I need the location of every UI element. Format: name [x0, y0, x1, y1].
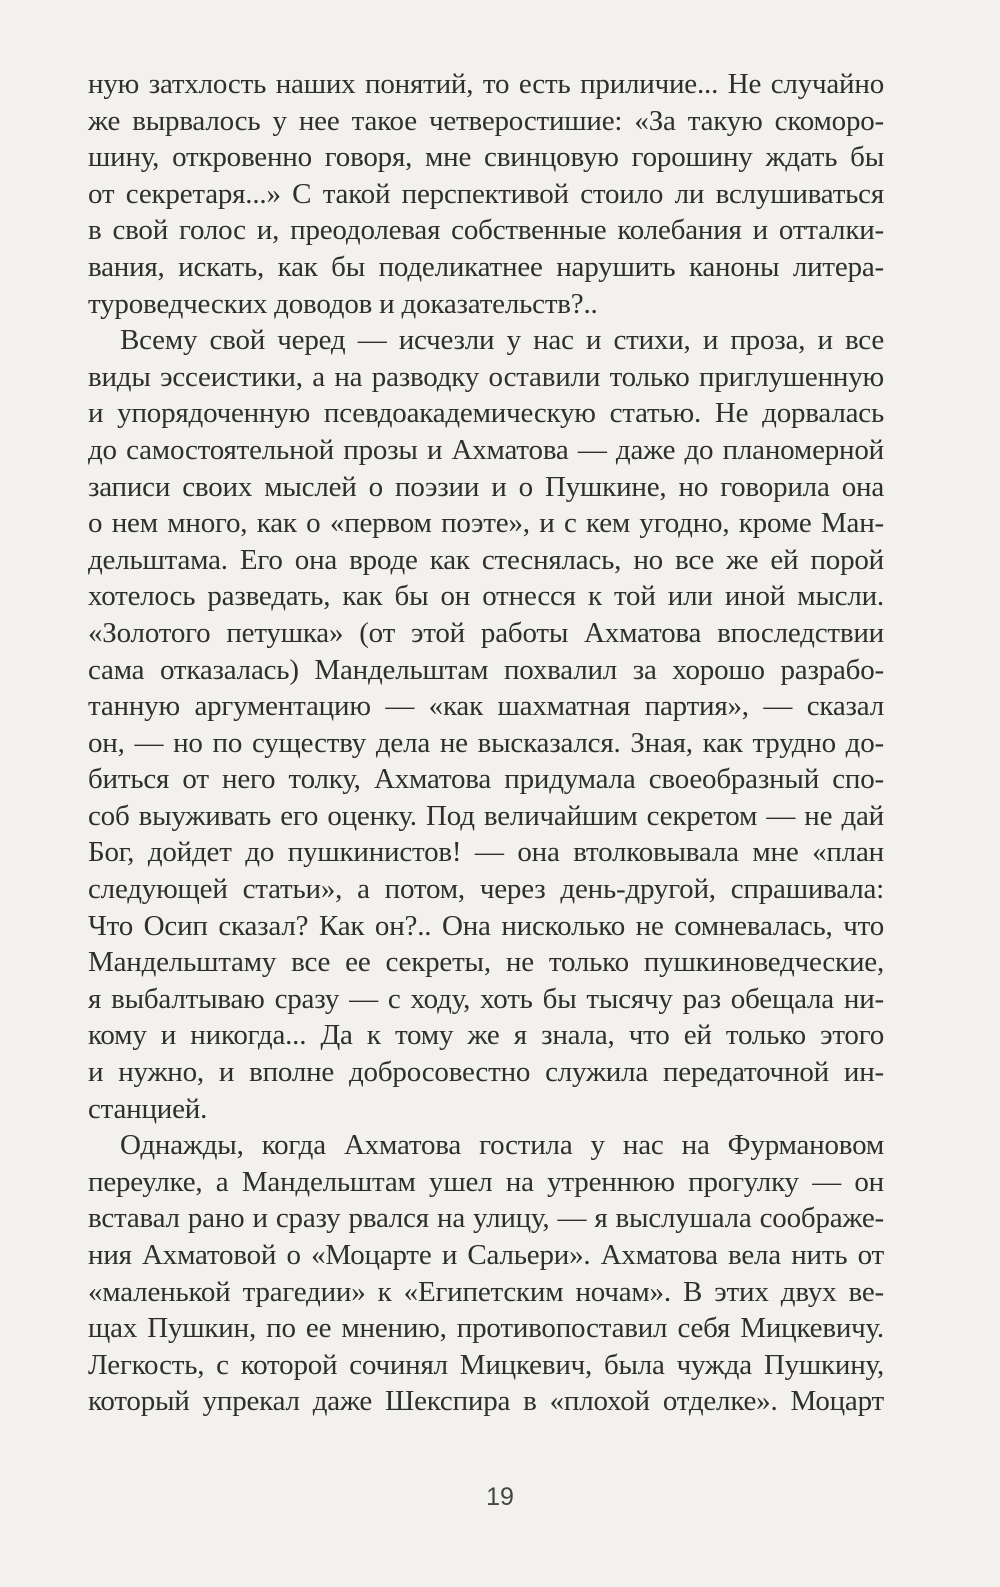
- text-line: кому и никогда... Да к тому же я знала, что ей только этого: [88, 1019, 884, 1052]
- text-line: виды эссеистики, а на разводку оставили только приглушенную: [88, 360, 884, 393]
- text-line: Бог, дойдет до пушкинистов! — она втолковывала мне «план: [88, 836, 884, 869]
- text-line: станцией.: [88, 1092, 208, 1125]
- text-line: Всему свой черед — исчезли у нас и стихи, и проза, и все: [120, 324, 884, 357]
- text-line: и упорядоченную псевдоакадемическую статью. Не дорвалась: [88, 397, 884, 430]
- text-line: щах Пушкин, по ее мнению, противопоставил себя Мицкевичу.: [88, 1312, 884, 1345]
- page-number: 19: [486, 1483, 514, 1511]
- text-line: туроведческих доводов и доказательств?..: [88, 287, 598, 320]
- text-line: он, — но по существу дела не высказался. Зная, как трудно до-: [88, 726, 884, 759]
- text-line: ния Ахматовой о «Моцарте и Сальери». Ахматова вела нить от: [88, 1239, 884, 1271]
- text-line: в свой голос и, преодолевая собственные колебания и отталки-: [88, 214, 884, 247]
- text-line: биться от него толку, Ахматова придумала своеобразный спо-: [88, 763, 884, 796]
- page-text: [88, 66, 884, 1420]
- text-line: до самостоятельной прозы и Ахматова — даже до планомерной: [88, 433, 884, 466]
- text-line: сама отказалась) Мандельштам похвалил за хорошо разрабо-: [88, 653, 884, 686]
- text-line: который упрекал даже Шекспира в «плохой отделке». Моцарт: [88, 1385, 884, 1418]
- text-line: Однажды, когда Ахматова гостила у нас на Фурмановом: [120, 1129, 884, 1162]
- text-line: записи своих мыслей о поэзии и о Пушкине, но говорила она: [88, 470, 884, 503]
- text-line: дельштама. Его она вроде как стеснялась, но все же ей порой: [88, 543, 884, 576]
- text-line: Что Осип сказал? Как он?.. Она нисколько не сомневалась, что: [88, 909, 884, 942]
- text-line: и нужно, и вполне добросовестно служила передаточной ин-: [88, 1056, 884, 1089]
- text-line: переулке, а Мандельштам ушел на утреннюю прогулку — он: [88, 1165, 884, 1198]
- text-line: шину, откровенно говоря, мне свинцовую горошину ждать бы: [88, 141, 884, 174]
- text-line: «маленькой трагедии» к «Египетским ночам». В этих двух ве-: [88, 1275, 884, 1308]
- text-line: же вырвалось у нее такое четверостишие: «За такую скоморо-: [88, 104, 884, 137]
- text-line: вания, искать, как бы поделикатнее нарушить каноны литера-: [88, 250, 884, 283]
- text-line: Легкость, с которой сочинял Мицкевич, была чужда Пушкину,: [88, 1348, 884, 1381]
- text-line: танную аргументацию — «как шахматная партия», — сказал: [88, 690, 884, 723]
- text-line: ную затхлость наших понятий, то есть приличие... Не случайно: [88, 68, 884, 100]
- text-line: соб выуживать его оценку. Под величайшим секретом — не дай: [88, 799, 884, 832]
- text-line: о нем много, как о «первом поэте», и с кем угодно, кроме Ман-: [88, 507, 884, 540]
- text-line: я выбалтываю сразу — с ходу, хоть бы тысячу раз обещала ни-: [88, 982, 884, 1015]
- text-line: от секретаря...» С такой перспективой стоило ли вслушиваться: [88, 177, 884, 210]
- text-line: «Золотого петушка» (от этой работы Ахматова впоследствии: [88, 616, 884, 649]
- text-line: хотелось разведать, как бы он отнесся к той или иной мысли.: [88, 580, 884, 613]
- text-line: следующей статьи», а потом, через день-другой, спрашивала:: [88, 873, 884, 906]
- text-line: Мандельштаму все ее секреты, не только пушкиноведческие,: [88, 946, 884, 979]
- text-line: вставал рано и сразу рвался на улицу, — я выслушала соображе-: [88, 1202, 884, 1235]
